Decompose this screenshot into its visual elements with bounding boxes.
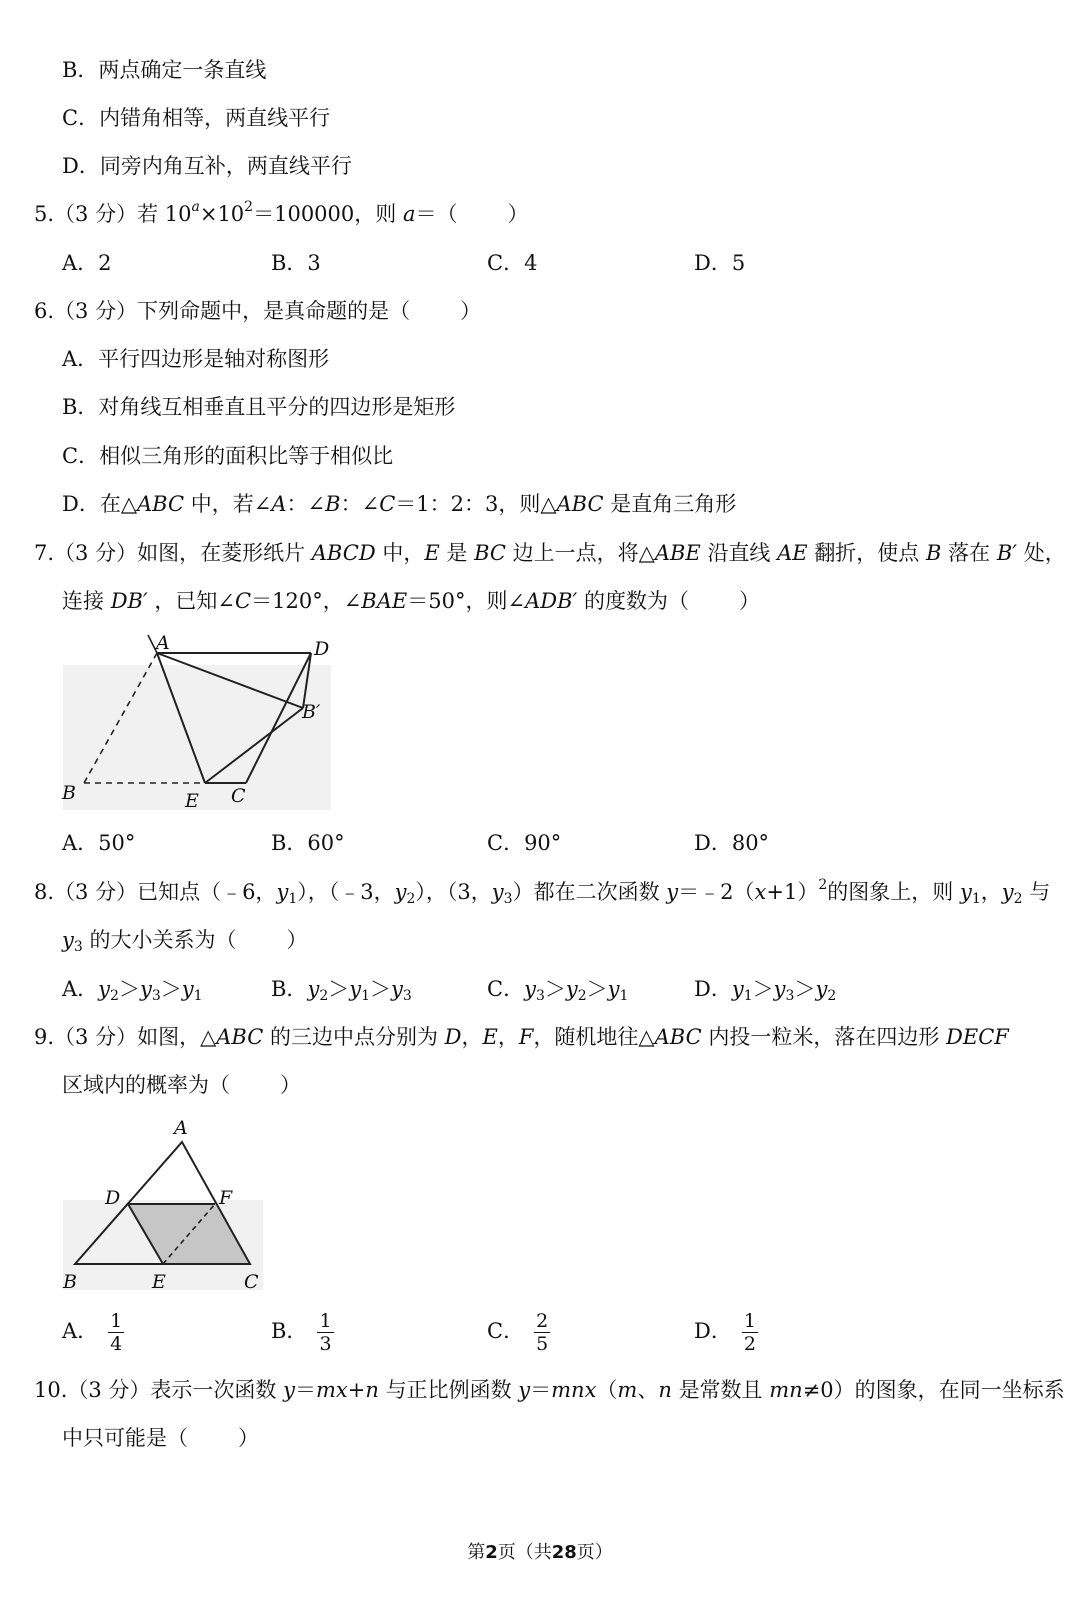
label-a: A bbox=[174, 1117, 188, 1139]
label-a: A bbox=[156, 632, 170, 654]
q8-option-a: A．$y_2>y_3>y_1$ bbox=[62, 977, 203, 1004]
q8-option-d: D．$y_1>y_3>y_2$ bbox=[694, 977, 837, 1004]
fraction: $\frac{2}{5}$ bbox=[536, 1310, 549, 1355]
fraction: $\frac{1}{4}$ bbox=[110, 1310, 123, 1355]
q6-option-b: B．对角线互相垂直且平分的四边形是矩形 bbox=[62, 395, 456, 419]
q7-option-a: A．50° bbox=[62, 831, 136, 855]
q9-triangle-figure bbox=[55, 1112, 270, 1297]
q10-stem-line2: 中只可能是（ ） bbox=[62, 1426, 259, 1450]
q10-stem-line1: 10.（3 分）表示一次函数 y＝mx+n 与正比例函数 y＝mnx（m、n 是常数且 mn≠0）的图象，在同一坐标系 bbox=[34, 1378, 1065, 1402]
q4-option-d: D．同旁内角互补，两直线平行 bbox=[62, 154, 352, 178]
label-c: C bbox=[244, 1271, 259, 1293]
q7-option-b: B．60° bbox=[271, 831, 345, 855]
q9-option-b: B． $\frac{1}{3}$ bbox=[271, 1310, 332, 1355]
q9-stem-line2: 区域内的概率为（ ） bbox=[62, 1073, 301, 1097]
q9-stem-line1: 9.（3 分）如图，△ABC 的三边中点分别为 D，E，F，随机地往△ABC 内投一粒米，落在四边形 DECF bbox=[34, 1025, 1009, 1049]
q7-option-d: D．80° bbox=[694, 831, 770, 855]
label-e: E bbox=[185, 790, 199, 812]
q9-option-c: C． $\frac{2}{5}$ bbox=[487, 1310, 549, 1355]
page-footer: 第2页（共28页） bbox=[467, 1542, 613, 1563]
q7-rhombus-figure bbox=[55, 625, 345, 820]
q5-option-c: C．4 bbox=[487, 251, 538, 275]
q6-option-c: C．相似三角形的面积比等于相似比 bbox=[62, 444, 394, 468]
label-c: C bbox=[231, 785, 246, 807]
q6-stem: 6.（3 分）下列命题中，是真命题的是（ ） bbox=[34, 299, 482, 323]
q6-option-d: D．在△ABC 中，若∠A：∠B：∠C＝1：2：3，则△ABC 是直角三角形 bbox=[62, 492, 737, 516]
label-d: D bbox=[105, 1187, 121, 1209]
q8-option-c: C．$y_3>y_2>y_1$ bbox=[487, 977, 629, 1004]
fraction: $\frac{1}{2}$ bbox=[743, 1310, 756, 1355]
q8-stem-line2: $y_3$ 的大小关系为（ ） bbox=[62, 928, 308, 955]
q6-option-a: A．平行四边形是轴对称图形 bbox=[62, 347, 330, 371]
q5-option-b: B．3 bbox=[271, 251, 321, 275]
q5-stem: 5.（3 分）若 $10^a\times 10^2=100000$，则 a＝（ ） bbox=[34, 199, 529, 226]
q7-stem-line2: 连接 DB′ ，已知∠C＝120°，∠BAE＝50°，则∠ADB′ 的度数为（ ） bbox=[62, 589, 760, 613]
q5-option-a: A．2 bbox=[62, 251, 112, 275]
label-b-prime: B′ bbox=[302, 701, 321, 723]
q9-option-a: A． $\frac{1}{4}$ bbox=[62, 1310, 123, 1355]
label-d: D bbox=[314, 638, 330, 660]
label-e: E bbox=[152, 1271, 166, 1293]
label-f: F bbox=[219, 1187, 233, 1209]
label-b: B bbox=[62, 782, 76, 804]
figure-background bbox=[63, 665, 331, 810]
q8-stem-line1: 8.（3 分）已知点（﹣6，$y_1$），（﹣3，$y_2$），（3，$y_3$）都在二次函数 $y=﹣2(x+1)^2$的图象上，则 $y_1$，$y_2$ 与 bbox=[34, 877, 1051, 907]
q4-option-b: B．两点确定一条直线 bbox=[62, 58, 267, 82]
q7-stem-line1: 7.（3 分）如图，在菱形纸片 ABCD 中，E 是 BC 边上一点，将△ABE 沿直线 AE 翻折，使点 B 落在 B′ 处， bbox=[34, 541, 1066, 565]
q5-option-d: D．5 bbox=[694, 251, 746, 275]
q8-option-b: B．$y_2>y_1>y_3$ bbox=[271, 977, 412, 1004]
q4-option-c: C．内错角相等，两直线平行 bbox=[62, 106, 331, 130]
label-b: B bbox=[63, 1271, 77, 1293]
q9-option-d: D． $\frac{1}{2}$ bbox=[694, 1310, 756, 1355]
q7-option-c: C．90° bbox=[487, 831, 562, 855]
fraction: $\frac{1}{3}$ bbox=[319, 1310, 332, 1355]
